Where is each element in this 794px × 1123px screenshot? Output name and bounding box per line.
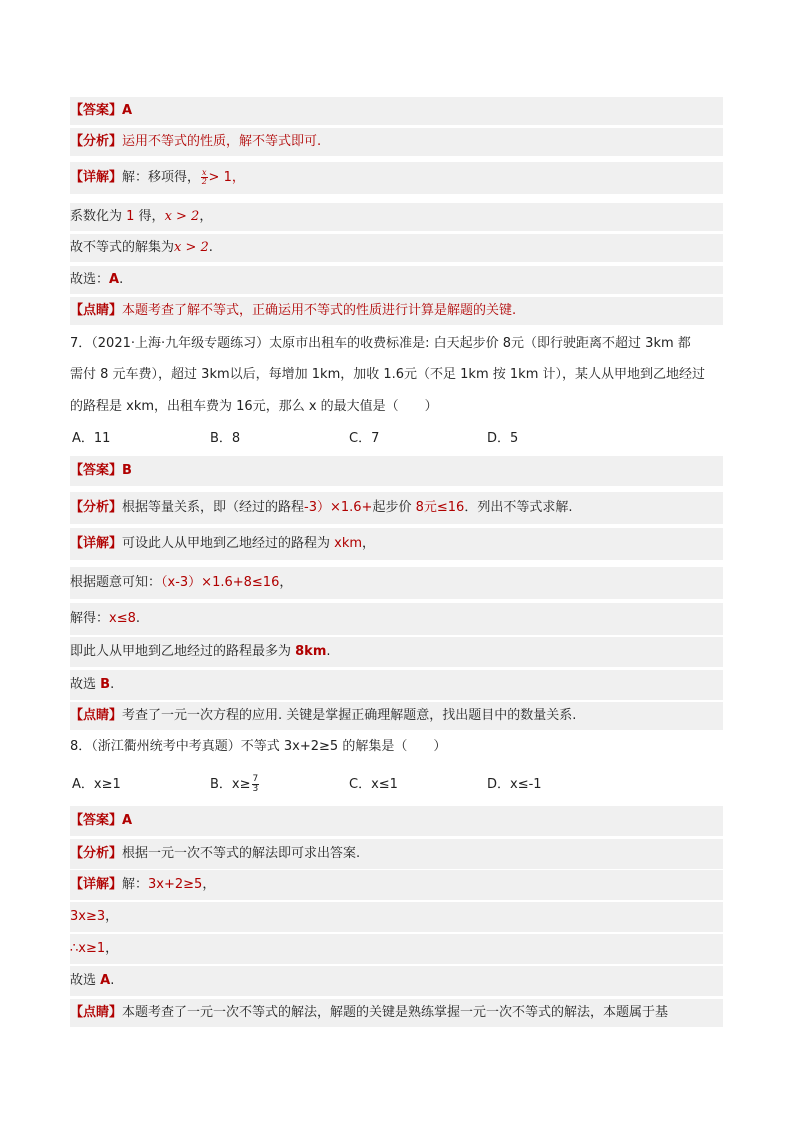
step-text: 即此人从甲地到乙地经过的路程最多为 bbox=[70, 644, 296, 659]
analysis-text: 根据等量关系，即（经过的路程 bbox=[122, 500, 305, 515]
q8-option-a: A．x≥1 bbox=[72, 777, 121, 792]
analysis-text: ．列出不等式求解. bbox=[464, 500, 573, 515]
choose-value: A bbox=[100, 973, 111, 988]
q6-step3-row bbox=[70, 234, 723, 262]
q8-step3-row bbox=[70, 934, 723, 964]
step-text: . bbox=[326, 644, 331, 659]
analysis-label: 【分析】 bbox=[70, 846, 123, 861]
q6-choose-row bbox=[70, 266, 723, 294]
q7-option-d: D．5 bbox=[487, 431, 519, 446]
analysis-math: -3）×1.6+ bbox=[304, 500, 373, 515]
q7-comment-row bbox=[70, 702, 723, 730]
analysis-text: 起步价 bbox=[372, 500, 416, 515]
choose-text: 故选： bbox=[70, 272, 110, 287]
q8-step2-row bbox=[70, 902, 723, 932]
q7-option-b: B．8 bbox=[210, 431, 241, 446]
analysis-text: 根据一元一次不等式的解法即可求出答案. bbox=[122, 846, 361, 861]
step-math: （x-3）×1.6+8≤16 bbox=[161, 575, 280, 590]
step-text: ， bbox=[279, 575, 293, 590]
q7-option-c: C．7 bbox=[349, 431, 380, 446]
step-math: x > 2 bbox=[164, 209, 200, 224]
detail-relation: > 1， bbox=[208, 170, 245, 185]
fraction-x-over-2: $\frac{x}{2}$ bbox=[201, 168, 207, 186]
q6-step2-row bbox=[70, 203, 723, 231]
comment-label: 【点睛】 bbox=[70, 1005, 123, 1020]
q8-answer-row bbox=[70, 806, 723, 836]
step-math: x≤8 bbox=[109, 611, 136, 626]
step-text: 得， bbox=[134, 209, 165, 224]
q7-step3-row bbox=[70, 603, 723, 635]
q7-answer-row bbox=[70, 456, 723, 486]
answer-value: B bbox=[122, 463, 132, 478]
comment-text: 考查了一元一次方程的应用. 关键是掌握正确理解题意，找出题目中的数量关系. bbox=[122, 708, 577, 723]
step-text: ， bbox=[105, 941, 119, 956]
choose-end: . bbox=[110, 973, 115, 988]
q6-analysis-row bbox=[70, 128, 723, 156]
step-text: . bbox=[135, 611, 141, 626]
q8-option-d: D．x≤-1 bbox=[487, 777, 542, 792]
comment-label: 【点睛】 bbox=[70, 708, 123, 723]
fraction-7-over-3: $\frac{7}{3}$ bbox=[252, 774, 259, 794]
q6-detail-row bbox=[70, 162, 723, 194]
q7-step2-row bbox=[70, 567, 723, 599]
q8-option-c: C．x≤1 bbox=[349, 777, 398, 792]
comment-label: 【点睛】 bbox=[70, 303, 123, 318]
answer-label: 【答案】 bbox=[70, 813, 123, 828]
q7-step4-row bbox=[70, 637, 723, 667]
answer-label: 【答案】 bbox=[70, 463, 123, 478]
option-text: B．x≥ bbox=[210, 777, 251, 792]
choose-text: 故选 bbox=[70, 973, 101, 988]
detail-label: 【详解】 bbox=[70, 877, 123, 892]
step-value: 8km bbox=[295, 644, 327, 659]
step-math: x > 2 bbox=[174, 240, 209, 255]
q7-stem-line2: 需付 8 元车费），超过 3km以后，每增加 1km，加收 1.6元（不足 1km 按 1km 计），某人从甲地到乙地经过 bbox=[70, 367, 705, 382]
q8-detail-row bbox=[70, 870, 723, 900]
detail-end: ， bbox=[362, 536, 376, 551]
step-math: ∴x≥1 bbox=[70, 941, 106, 956]
choose-end: . bbox=[110, 677, 115, 692]
detail-end: ， bbox=[202, 877, 216, 892]
q8-analysis-row bbox=[70, 839, 723, 869]
q6-comment-row bbox=[70, 297, 723, 325]
q7-choose-row bbox=[70, 670, 723, 700]
step-text: ， bbox=[199, 209, 213, 224]
choose-text: 故选 bbox=[70, 677, 101, 692]
detail-var: xkm bbox=[334, 536, 363, 551]
step-text: 根据题意可知： bbox=[70, 575, 162, 590]
q8-choose-row bbox=[70, 966, 723, 996]
answer-value: A bbox=[122, 813, 133, 828]
detail-prefix: 解： bbox=[122, 877, 149, 892]
analysis-math: 8元≤16 bbox=[415, 500, 465, 515]
step-text: 解得： bbox=[70, 611, 110, 626]
q7-stem-line3: 的路程是 xkm，出租车费为 16元，那么 x 的最大值是（ ） bbox=[70, 399, 438, 414]
analysis-label: 【分析】 bbox=[70, 134, 123, 149]
detail-prefix: 解：移项得， bbox=[122, 170, 201, 185]
detail-label: 【详解】 bbox=[70, 536, 123, 551]
q7-stem-line1: 7．（2021·上海·九年级专题练习）太原市出租车的收费标准是: 白天起步价 8元（即行驶距离不超过 3km 都 bbox=[70, 336, 691, 351]
comment-text: 本题考查了一元一次不等式的解法，解题的关键是熟练掌握一元一次不等式的解法，本题属于基 bbox=[122, 1005, 669, 1020]
q6-answer-row bbox=[70, 97, 723, 125]
step-text: 系数化为 bbox=[70, 209, 127, 224]
q7-detail-row bbox=[70, 528, 723, 560]
choose-value: A bbox=[109, 272, 120, 287]
analysis-label: 【分析】 bbox=[70, 500, 123, 515]
q7-analysis-row bbox=[70, 492, 723, 524]
detail-text: 可设此人从甲地到乙地经过的路程为 bbox=[122, 536, 335, 551]
analysis-text: 运用不等式的性质，解不等式即可. bbox=[122, 134, 322, 149]
detail-math: 3x+2≥5 bbox=[148, 877, 203, 892]
step-text: . bbox=[208, 240, 213, 255]
detail-label: 【详解】 bbox=[70, 170, 123, 185]
answer-label: 【答案】 bbox=[70, 103, 123, 118]
step-math: 3x≥3 bbox=[70, 909, 106, 924]
step-text: 故不等式的解集为 bbox=[70, 240, 175, 255]
choose-end: . bbox=[119, 272, 124, 287]
q8-option-b bbox=[210, 775, 260, 795]
q8-comment-row bbox=[70, 999, 723, 1027]
step-text: ， bbox=[105, 909, 119, 924]
q8-stem-line1: 8．（浙江衢州统考中考真题）不等式 3x+2≥5 的解集是（ ） bbox=[70, 739, 447, 754]
choose-value: B bbox=[100, 677, 111, 692]
q7-option-a: A．11 bbox=[72, 431, 111, 446]
answer-value: A bbox=[122, 103, 133, 118]
step-value: 1 bbox=[126, 209, 135, 224]
comment-text: 本题考查了解不等式，正确运用不等式的性质进行计算是解题的关键. bbox=[122, 303, 517, 318]
